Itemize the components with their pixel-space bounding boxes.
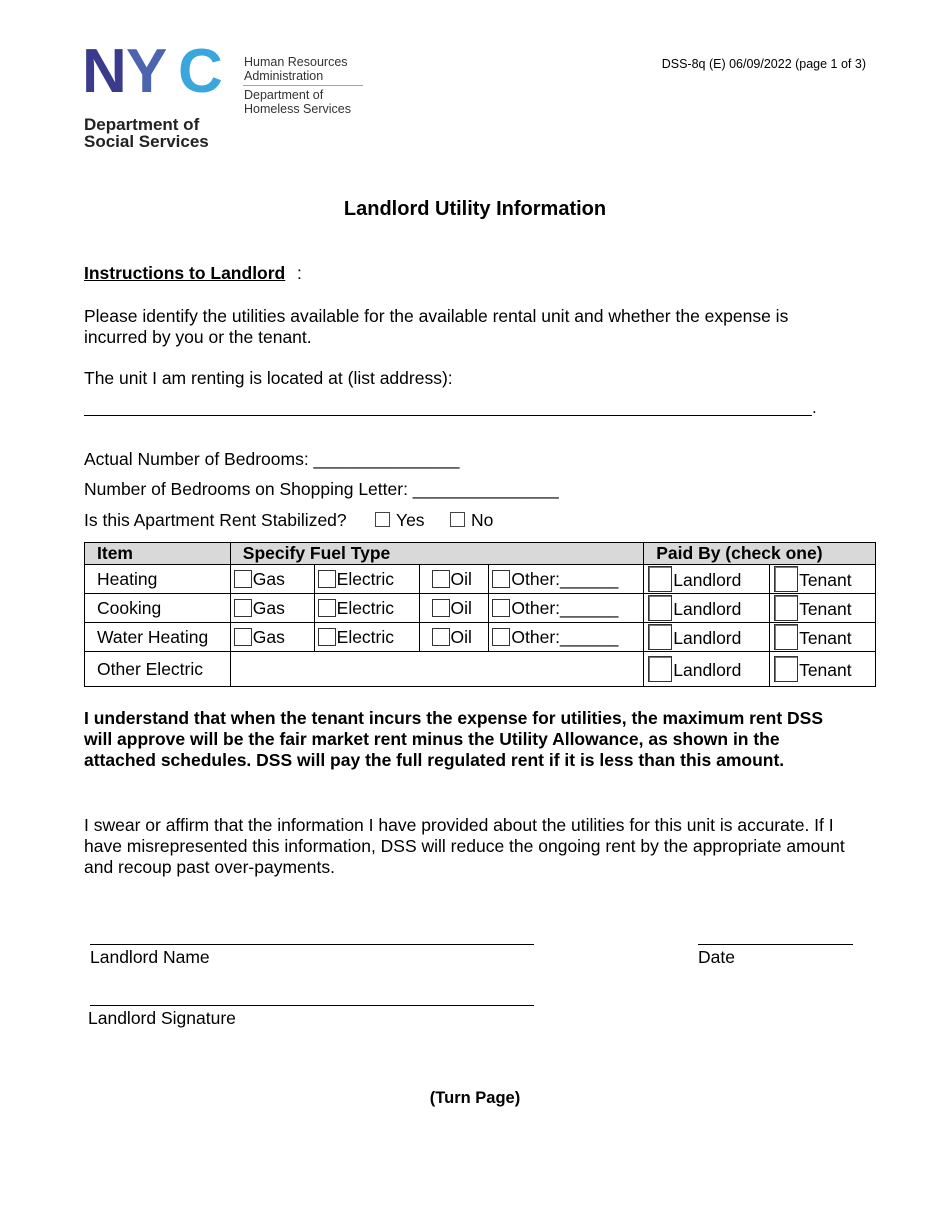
option-label: Tenant bbox=[799, 599, 852, 619]
checkbox[interactable] bbox=[774, 624, 798, 650]
other-option[interactable] bbox=[489, 594, 644, 623]
option-label: Gas bbox=[252, 597, 285, 618]
instructions-text: Please identify the utilities available for the available rental unit and whether the expense is incurred by you or the tenant. bbox=[84, 306, 789, 347]
electric-option[interactable] bbox=[314, 594, 419, 623]
checkbox[interactable] bbox=[648, 566, 672, 592]
tenant-option[interactable] bbox=[770, 623, 876, 652]
landlord-option[interactable] bbox=[644, 594, 770, 623]
option-label: Other:______ bbox=[511, 626, 619, 647]
org-line-3: Department of bbox=[244, 88, 324, 102]
oil-option[interactable] bbox=[419, 623, 489, 652]
bedrooms-letter-field[interactable]: Number of Bedrooms on Shopping Letter: _______________ bbox=[84, 479, 559, 499]
option-label: Tenant bbox=[799, 660, 852, 680]
row-item: Water Heating bbox=[85, 623, 231, 652]
option-label: Electric bbox=[336, 568, 395, 589]
header-fuel-type: Specify Fuel Type bbox=[230, 543, 643, 565]
row-item: Heating bbox=[85, 565, 231, 594]
logo-letter-n: N bbox=[82, 37, 124, 106]
rent-stabilized-question: Is this Apartment Rent Stabilized? bbox=[84, 510, 347, 530]
date-label: Date bbox=[698, 947, 735, 967]
table-header-row bbox=[85, 543, 876, 565]
checkbox[interactable] bbox=[234, 570, 252, 588]
landlord-signature-label: Landlord Signature bbox=[88, 1008, 236, 1028]
logo-letter-c: C bbox=[178, 37, 220, 106]
checkbox[interactable] bbox=[648, 595, 672, 621]
row-item: Other Electric bbox=[85, 652, 231, 687]
checkbox[interactable] bbox=[648, 656, 672, 682]
other-option[interactable] bbox=[489, 565, 644, 594]
option-label: Landlord bbox=[673, 570, 742, 590]
checkbox[interactable] bbox=[432, 628, 450, 646]
option-label: Landlord bbox=[673, 628, 742, 648]
turn-page-note: (Turn Page) bbox=[429, 1089, 521, 1107]
checkbox[interactable] bbox=[318, 628, 336, 646]
rent-stabilized-no[interactable] bbox=[450, 510, 493, 531]
table-row bbox=[85, 594, 876, 623]
instructions-colon: : bbox=[297, 263, 302, 283]
logo-letter-y: Y bbox=[126, 37, 165, 106]
landlord-option[interactable] bbox=[644, 623, 770, 652]
checkbox[interactable] bbox=[318, 599, 336, 617]
fuel-empty-cell bbox=[230, 652, 643, 687]
checkbox[interactable] bbox=[234, 628, 252, 646]
date-field[interactable] bbox=[698, 944, 853, 945]
no-checkbox[interactable] bbox=[450, 512, 465, 527]
rent-stabilized-yes[interactable] bbox=[375, 510, 425, 531]
option-label: Oil bbox=[450, 568, 472, 589]
option-label: Landlord bbox=[673, 660, 742, 680]
checkbox[interactable] bbox=[432, 570, 450, 588]
form-id: DSS-8q (E) 06/09/2022 (page 1 of 3) bbox=[661, 57, 866, 71]
address-end: . bbox=[812, 398, 817, 417]
dss-line-2: Social Services bbox=[84, 132, 209, 151]
checkbox[interactable] bbox=[318, 570, 336, 588]
understand-text: I understand that when the tenant incurs the expense for utilities, the maximum rent DSS will approve will be the fair market rent minus the Utility Allowance, as shown in the attached schedules. DSS will pay the full regulated rent if it is less than this amount. bbox=[84, 708, 824, 770]
org-line-2: Administration bbox=[244, 69, 324, 83]
option-label: Tenant bbox=[799, 570, 852, 590]
affirm-text: I swear or affirm that the information I have provided about the utilities for this unit is accurate. If I have misrepresented this information, DSS will reduce the ongoing rent by the appropriate amount and recoup past over-payments. bbox=[84, 815, 845, 877]
option-label: Oil bbox=[450, 597, 472, 618]
gas-option[interactable] bbox=[230, 623, 314, 652]
no-label: No bbox=[471, 510, 494, 530]
table-row bbox=[85, 565, 876, 594]
bedrooms-actual-field[interactable]: Actual Number of Bedrooms: _______________ bbox=[84, 449, 460, 469]
checkbox[interactable] bbox=[774, 595, 798, 621]
checkbox[interactable] bbox=[234, 599, 252, 617]
landlord-name-field[interactable] bbox=[90, 944, 534, 945]
option-label: Tenant bbox=[799, 628, 852, 648]
option-label: Electric bbox=[336, 597, 395, 618]
dss-line-1: Department of bbox=[84, 115, 200, 134]
row-item: Cooking bbox=[85, 594, 231, 623]
checkbox[interactable] bbox=[492, 628, 510, 646]
landlord-name-label: Landlord Name bbox=[90, 947, 210, 967]
electric-option[interactable] bbox=[314, 565, 419, 594]
oil-option[interactable] bbox=[419, 565, 489, 594]
checkbox[interactable] bbox=[432, 599, 450, 617]
option-label: Oil bbox=[450, 626, 472, 647]
utility-table bbox=[84, 542, 876, 687]
option-label: Other:______ bbox=[511, 597, 619, 618]
landlord-option[interactable] bbox=[644, 652, 770, 687]
landlord-signature-field[interactable] bbox=[90, 1005, 534, 1006]
checkbox[interactable] bbox=[774, 656, 798, 682]
landlord-option[interactable] bbox=[644, 565, 770, 594]
address-field[interactable] bbox=[84, 415, 812, 416]
option-label: Other:______ bbox=[511, 568, 619, 589]
gas-option[interactable] bbox=[230, 565, 314, 594]
gas-option[interactable] bbox=[230, 594, 314, 623]
header-paid-by: Paid By (check one) bbox=[644, 543, 876, 565]
yes-checkbox[interactable] bbox=[375, 512, 390, 527]
checkbox[interactable] bbox=[774, 566, 798, 592]
address-prompt: The unit I am renting is located at (list address): bbox=[84, 368, 453, 388]
option-label: Gas bbox=[252, 568, 285, 589]
oil-option[interactable] bbox=[419, 594, 489, 623]
tenant-option[interactable] bbox=[770, 594, 876, 623]
electric-option[interactable] bbox=[314, 623, 419, 652]
checkbox[interactable] bbox=[492, 570, 510, 588]
org-line-4: Homeless Services bbox=[244, 102, 351, 116]
yes-label: Yes bbox=[396, 510, 425, 530]
tenant-option[interactable] bbox=[770, 565, 876, 594]
checkbox[interactable] bbox=[648, 624, 672, 650]
option-label: Landlord bbox=[673, 599, 742, 619]
option-label: Gas bbox=[252, 626, 285, 647]
header-item: Item bbox=[85, 543, 231, 565]
tenant-option[interactable] bbox=[770, 652, 876, 687]
org-line-1: Human Resources bbox=[244, 55, 348, 69]
table-row bbox=[85, 652, 876, 687]
page-title: Landlord Utility Information bbox=[343, 198, 607, 220]
checkbox[interactable] bbox=[492, 599, 510, 617]
table-row bbox=[85, 623, 876, 652]
org-divider bbox=[243, 85, 363, 86]
other-option[interactable] bbox=[489, 623, 644, 652]
instructions-heading: Instructions to Landlord bbox=[84, 263, 286, 283]
option-label: Electric bbox=[336, 626, 395, 647]
